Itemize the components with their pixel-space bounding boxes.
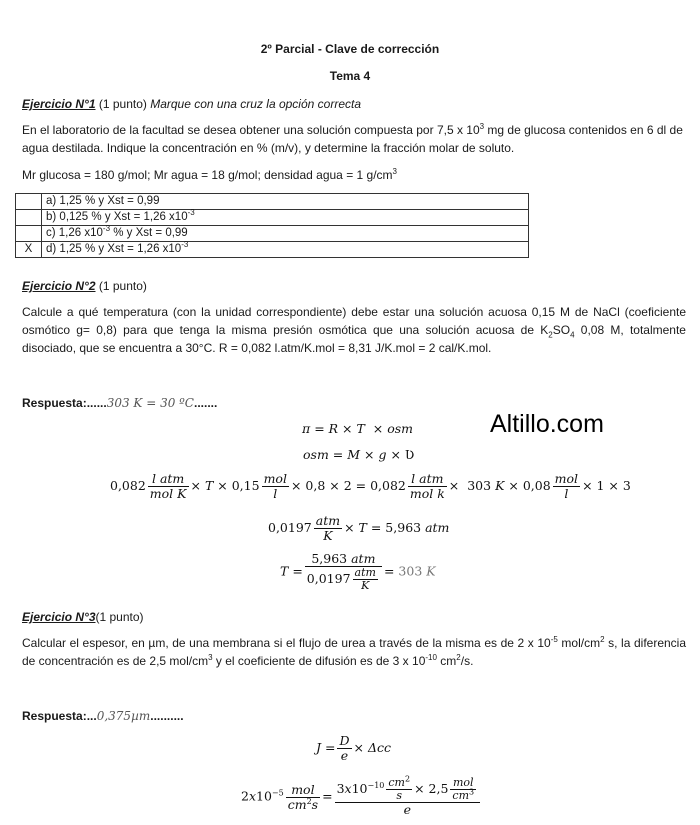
- exercise-1-statement: [22, 121, 686, 157]
- page-subtitle: Tema 4: [329, 69, 371, 83]
- page-title: 2º Parcial - Clave de corrección: [260, 42, 440, 56]
- exercise-3-statement: [22, 634, 686, 670]
- exercise-1-instruction: Marque con una cruz la opción correcta: [150, 97, 361, 111]
- answer-label: Respuesta:...: [22, 709, 97, 723]
- statement-text: En el laboratorio de la facultad se desea obtener una solución compuesta por 7,5 x 10: [22, 123, 480, 137]
- equation-osmolarity: osm = M × g × Ʋ: [303, 447, 415, 462]
- statement-sub: 2: [548, 330, 553, 340]
- option-text: d) 1,25 % y Xst = 1,26 $x10^{-3}$: [42, 242, 529, 258]
- data-text: Mr glucosa = 180 g/mol; Mr agua = 18 g/mol; densidad agua = 1 g/cm: [22, 168, 393, 182]
- equation-temperature: T = 5,963 atm 0,0197 $\frac{\text{atm}}{K}$ = 303 K: [280, 551, 436, 592]
- watermark-logo: Altillo.com: [490, 410, 604, 438]
- option-row-c[interactable]: [16, 226, 529, 242]
- exercise-3-label: Ejercicio N°3: [22, 610, 96, 624]
- equation-equality: 0,082 $\frac{\text{l atm}}{\text{mol K}}$ × T × 0,15 $\frac{\text{mol}}{l}$ × 0,8 × 2 = 0,082 $\frac{\text{l atm}}{\text{mol k}}$ × 303 K × 0,08 $\frac{\text{mol}}{l}$ × 1 × 3: [110, 471, 631, 501]
- statement-sup: 2: [456, 653, 461, 662]
- answer-value: 303 K = 30 ºC: [106, 396, 194, 410]
- answer-tail: .......: [193, 396, 218, 410]
- equation-osmotic-pressure: π = R × T × osm: [302, 421, 414, 436]
- exercise-2-statement: [22, 303, 686, 357]
- exercise-2-label: Ejercicio N°2: [22, 279, 96, 293]
- exercise-2-points: (1 punto): [98, 279, 147, 293]
- statement-text: Calcular el espesor, en µm, de una membrana si el flujo de urea a través de la misma es de 2 x 10: [22, 636, 551, 650]
- answer-label: Respuesta:......: [22, 396, 107, 410]
- statement-text: mol/cm: [557, 636, 601, 650]
- equation-flux: J = $\frac{D}{e}$ × Δcc: [316, 733, 391, 763]
- option-text: b) 0,125 % y Xst = 1,26 $x10^{-3}$: [42, 210, 529, 226]
- answer-tail: ..........: [150, 709, 184, 723]
- statement-text: s, la diferencia de concentración es de 2,5 mol/cm: [22, 636, 687, 668]
- option-mark[interactable]: X: [16, 242, 42, 258]
- option-text: c) 1,26 $x10^{-3}$ % y Xst = 0,99: [42, 226, 529, 242]
- option-mark[interactable]: [16, 210, 42, 226]
- option-row-a[interactable]: [16, 194, 529, 210]
- statement-sup: 2: [600, 635, 605, 644]
- option-text: a) 1,25 % y Xst = 0,99: [42, 194, 529, 210]
- statement-text: y el coeficiente de difusión es de 3 x 10: [212, 654, 426, 668]
- statement-text: cm: [436, 654, 457, 668]
- exercise-1-label: Ejercicio N°1: [22, 97, 96, 111]
- statement-sup: 3: [208, 653, 213, 662]
- equation-thickness: $2x10^{-5}$ $\frac{\text{mol}}{cm^2s}$ = $3x10^{-10}$ $\frac{cm^2}{s}$ × 2,5 $\frac{\text{mol}}{cm^3}$ e: [241, 777, 482, 817]
- option-mark[interactable]: [16, 194, 42, 210]
- equation-simplified: 0,0197 $\frac{\text{atm}}{K}$ × T = 5,963 atm: [268, 513, 450, 543]
- data-sup: 3: [392, 167, 397, 176]
- statement-sup: -5: [550, 635, 558, 644]
- statement-sup: -10: [425, 653, 437, 662]
- option-row-d[interactable]: [16, 242, 529, 258]
- statement-text: Calcule a qué temperatura (con la unidad correspondiente) debe estar una solución acuosa 0,15 M de NaCl (coeficiente osmótico g= 0,8) para que tenga la misma presión osmótica que una solución acuosa de K: [22, 305, 686, 337]
- exercise-2-heading: [22, 277, 686, 295]
- statement-sup: 3: [479, 122, 485, 131]
- exercise-1-heading: [22, 95, 686, 113]
- statement-text: mg de glucosa contenidos en 6 dl de agua destilada. Indique la concentración en % (m/v), y determine la fracción molar de soluto.: [22, 123, 683, 155]
- exercise-1-data: [22, 166, 686, 184]
- exercise-3-heading: [22, 608, 686, 626]
- options-table: [15, 193, 529, 258]
- exercise-3-answer: [22, 707, 686, 725]
- exercise-3-points: (1 punto): [95, 610, 144, 624]
- statement-text: /s.: [460, 654, 474, 668]
- answer-value: 0,375µm: [96, 709, 151, 723]
- statement-text: SO: [552, 323, 571, 337]
- exercise-1-points: (1 punto): [98, 97, 147, 111]
- statement-text: 0,08 M, totalmente disociado, que se encuentra a 30°C. R = 0,082 l.atm/K.mol = 8,31 J/K.mol = 2 cal/K.mol.: [22, 323, 686, 355]
- option-row-b[interactable]: [16, 210, 529, 226]
- statement-sub: 4: [570, 330, 575, 340]
- option-mark[interactable]: [16, 226, 42, 242]
